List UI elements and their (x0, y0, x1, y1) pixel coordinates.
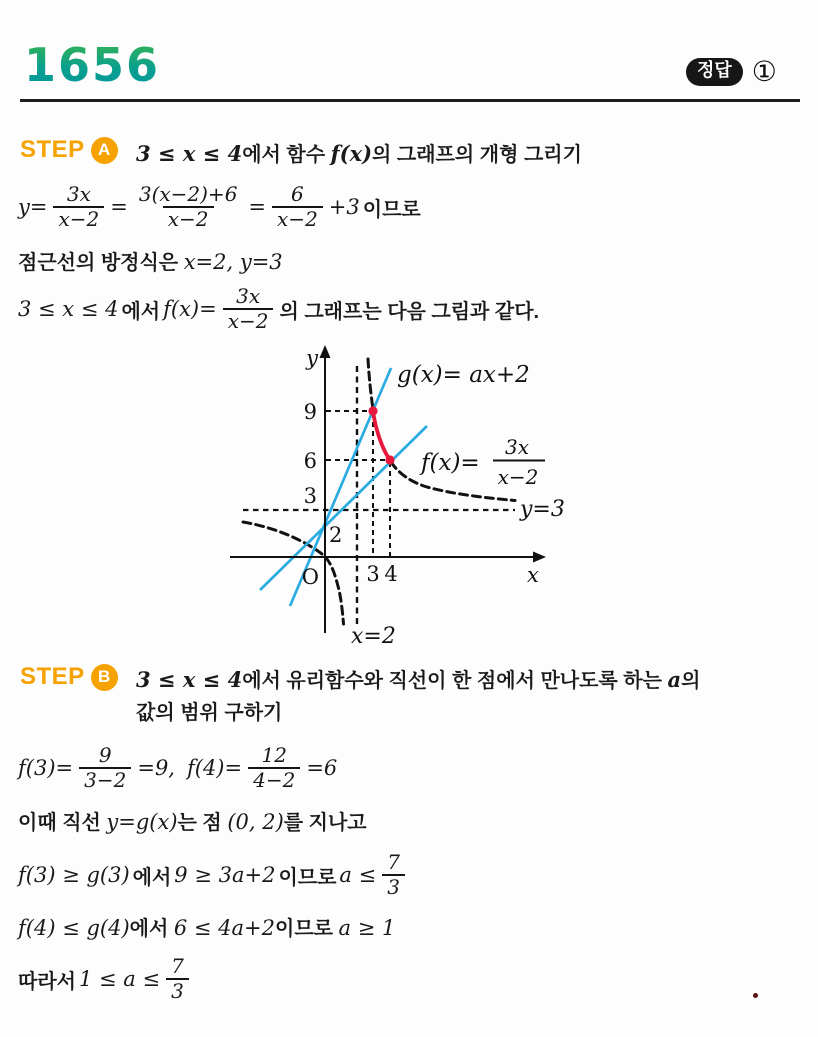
intro-range: 3 ≤ x ≤ 4 (18, 297, 119, 321)
frac-num: 7 (171, 954, 184, 978)
frac-num: 3(x−2)+6 (138, 182, 238, 206)
inequality-f3 (18, 846, 408, 904)
step-b-title-kr1: 에서 유리함수와 직선이 한 점에서 만나도록 하는 (242, 670, 668, 692)
frac-den: 3 (382, 874, 405, 899)
equation-y-transform (18, 178, 421, 236)
origin-label: O (301, 565, 319, 589)
vertical-asymptote-label: x=2 (351, 624, 396, 649)
frac-den: 3−2 (79, 767, 131, 792)
frac-den: 3 (166, 978, 189, 1003)
step-b-title-math1: 3 ≤ x ≤ 4 (136, 667, 243, 692)
curve-f-label-den: x−2 (497, 465, 539, 489)
step-b-badge-row (20, 663, 118, 691)
step-b-letter-badge: B (91, 664, 118, 691)
fraction-expanded (134, 183, 243, 231)
b4-math3: a ≥ 1 (338, 916, 396, 940)
x-axis-arrow (533, 552, 546, 563)
fraction-12-over-2 (248, 744, 300, 792)
frac-num: 9 (98, 743, 112, 767)
frac-den: x−2 (163, 206, 214, 231)
curve-f-label-num: 3x (504, 435, 530, 459)
intercept-2-label: 2 (329, 523, 343, 547)
print-speck (753, 993, 758, 998)
header-divider (20, 99, 800, 102)
line-g-label: g(x)= ax+2 (397, 362, 530, 388)
intro-kr1: 에서 (121, 300, 161, 323)
b3-kr2: 이므로 (278, 866, 337, 889)
f3-result: =9, (137, 756, 175, 780)
b5-kr1: 따라서 (18, 970, 76, 993)
b2-kr3: 를 지나고 (283, 812, 367, 834)
fraction-7-over-3 (166, 955, 189, 1003)
asymptote-math: x=2, y=3 (183, 250, 283, 274)
b2-math1: y=g(x) (106, 810, 178, 834)
step-a-letter-badge: A (91, 137, 118, 164)
eq-plus-3: +3 (328, 195, 360, 219)
b2-kr1: 이때 직선 (18, 812, 107, 834)
b4-kr1: 에서 (129, 918, 174, 940)
fraction-9-over-1 (79, 744, 131, 792)
frac-den: x−2 (223, 308, 274, 333)
step-a-title-kr1: 에서 함수 (242, 144, 331, 166)
step-b-title-kr2: 의 (681, 670, 701, 692)
fraction-3x-over-x-2 (53, 183, 104, 231)
eq-equals-2: = (248, 195, 267, 219)
step-a-title-math1: 3 ≤ x ≤ 4 (136, 141, 243, 166)
frac-den: x−2 (53, 206, 104, 231)
ytick-3: 3 (303, 484, 317, 508)
equation-f-values (18, 740, 337, 796)
highlighted-segment (373, 411, 390, 460)
ytick-9: 9 (303, 400, 317, 424)
step-a-title-math2: f(x) (330, 141, 373, 166)
f4-lhs: f(4)= (186, 756, 243, 780)
b2-kr2: 는 점 (177, 812, 228, 834)
eq-tail-kr: 이므로 (362, 198, 421, 221)
intro-fx: f(x)= (163, 297, 217, 321)
step-a-title (136, 140, 796, 169)
conclusion-line (18, 950, 192, 1008)
step-b-title-line2: 값의 범위 구하기 (136, 702, 283, 724)
step-b-title-math2: a (667, 667, 682, 692)
xtick-3: 3 (366, 562, 380, 586)
point-3-9 (368, 406, 377, 415)
fraction-6-over-x-2 (272, 183, 323, 231)
step-b-title-line1 (136, 666, 801, 695)
frac-num: 3x (66, 182, 91, 206)
xtick-4: 4 (384, 562, 398, 586)
inequality-f4 (18, 912, 395, 941)
f4-result: =6 (306, 756, 338, 780)
x-axis-label: x (527, 563, 539, 587)
frac-num: 6 (291, 182, 304, 206)
b3-math2: 9 ≥ 3a+2 (174, 863, 276, 887)
b5-math1: 1 ≤ a ≤ (78, 967, 161, 991)
intro-kr2: 의 그래프는 다음 그림과 같다. (279, 300, 540, 323)
line-g-shallow (260, 426, 427, 590)
fraction-7-over-3 (382, 851, 405, 899)
frac-num: 7 (387, 850, 400, 874)
eq-equals-1: = (110, 195, 128, 219)
b4-kr2: 이므로 (275, 918, 339, 940)
horizontal-asymptote-label: y=3 (520, 497, 565, 522)
b3-kr1: 에서 (132, 866, 172, 889)
frac-num: 3x (236, 284, 261, 308)
figure-graph (205, 343, 625, 653)
step-a-badge-row (20, 136, 118, 164)
b3-math1: f(3) ≥ g(3) (18, 863, 130, 887)
curve-f-label-prefix: f(x)= (421, 450, 480, 476)
frac-den: x−2 (272, 206, 323, 231)
f3-lhs: f(3)= (18, 756, 74, 780)
b4-math2: 6 ≤ 4a+2 (173, 916, 276, 940)
b3-math3: a ≤ (339, 863, 377, 887)
problem-number: 1656 (24, 38, 161, 92)
graph-intro-sentence (18, 282, 539, 336)
b2-math2: (0, 2) (227, 810, 284, 834)
step-a-title-kr2: 의 그래프의 개형 그리기 (372, 144, 582, 166)
step-b-word: STEP (20, 663, 85, 690)
point-4-6 (385, 455, 394, 464)
y-axis-arrow (320, 345, 331, 358)
frac-den: 4−2 (248, 767, 300, 792)
passes-point-sentence (18, 806, 367, 835)
asymptote-sentence (18, 246, 283, 275)
b4-math1: f(4) ≤ g(4) (18, 916, 130, 940)
answer-area (686, 55, 777, 88)
y-axis-label: y (306, 346, 318, 370)
asymptote-kr: 점근선의 방정식은 (18, 252, 184, 274)
eq-lhs: y= (18, 195, 48, 219)
rational-curve-upper-dashed (368, 359, 373, 409)
frac-num: 12 (261, 743, 287, 767)
step-a-word: STEP (20, 136, 85, 163)
fraction-3x-over-x-2 (223, 285, 274, 333)
answer-choice: ① (751, 55, 777, 88)
answer-badge: 정답 (686, 58, 743, 86)
ytick-6: 6 (303, 449, 317, 473)
